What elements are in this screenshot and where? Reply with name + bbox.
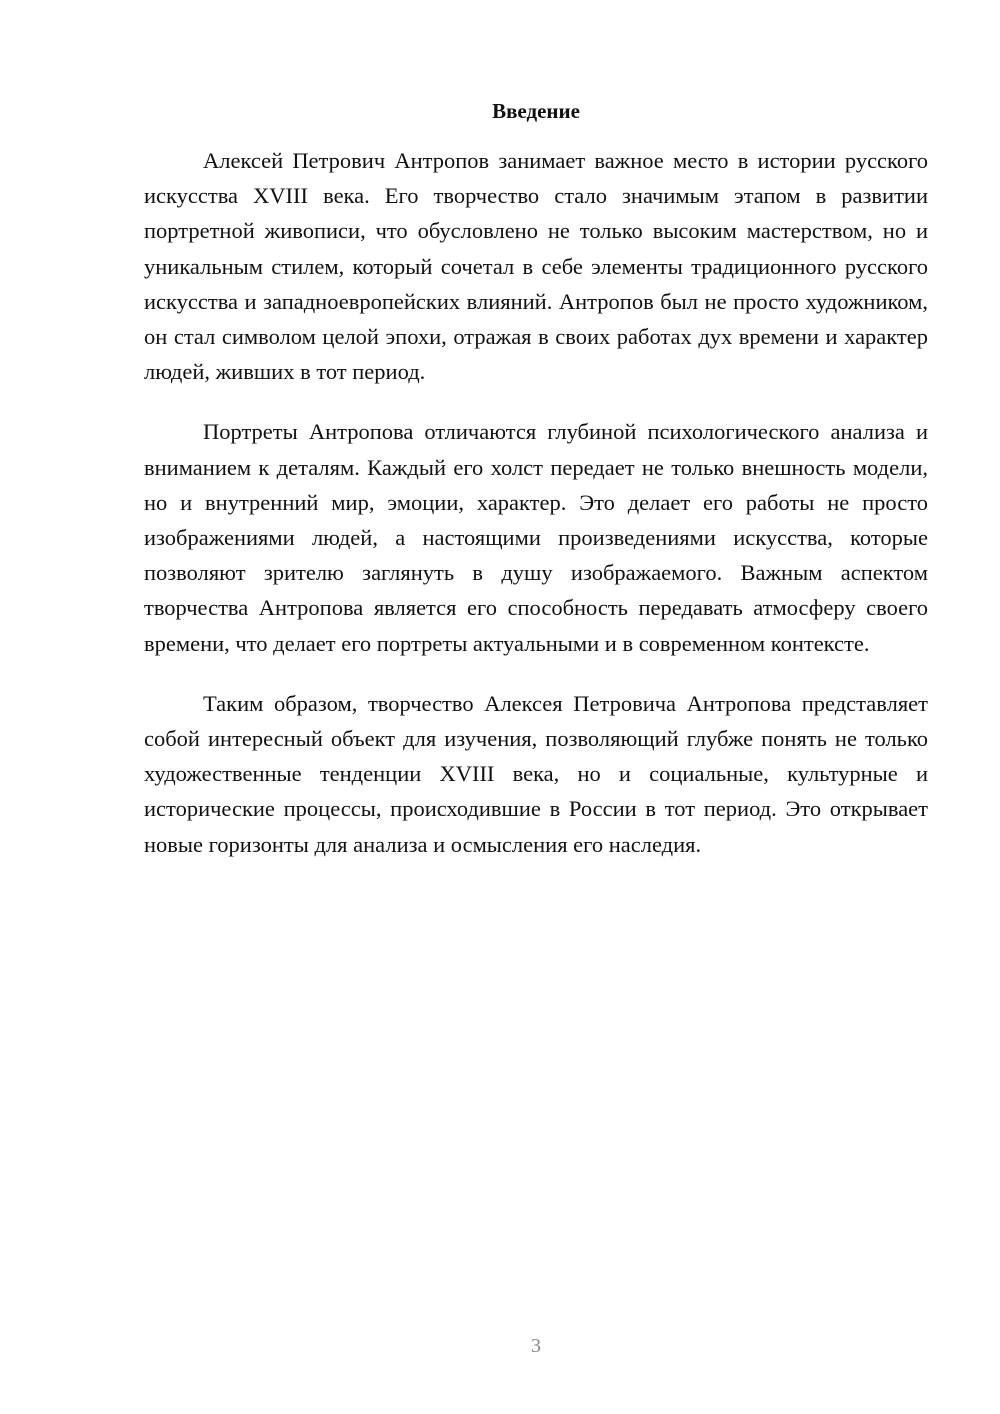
body-text: [144, 143, 928, 887]
paragraph-1: Алексей Петрович Антропов занимает важное место в истории русского искусства XVIII века. Его творчество стало значимым этапом в развитии портретной живописи, что обусловлено не только высоким мастерством, но и уникальным стилем, который сочетал в себе элементы традиционного русского искусства и западноевропейских влияний. Антропов был не просто художником, он стал символом целой эпохи, отражая в своих работах дух времени и характер людей, живших в тот период.: [144, 148, 928, 385]
page-title: Введение: [492, 99, 580, 123]
paragraph-3: Таким образом, творчество Алексея Петровича Антропова представляет собой интересный объект для изучения, позволяющий глубже понять не только художественные тенденции XVIII века, но и социальные, культурные и исторические процессы, происходившие в России в тот период. Это открывает новые горизонты для анализа и осмысления его наследия.: [144, 690, 928, 857]
paragraph-2: Портреты Антропова отличаются глубиной психологического анализа и вниманием к деталям. Каждый его холст передает не только внешность модели, но и внутренний мир, эмоции, характер. Это делает его работы не просто изображениями людей, а настоящими произведениями искусства, которые позволяют зрителю заглянуть в душу изображаемого. Важным аспектом творчества Антропова является его способность передавать атмосферу своего времени, что делает его портреты актуальными и в современном контексте.: [144, 419, 928, 656]
page-number: 3: [531, 1335, 541, 1357]
